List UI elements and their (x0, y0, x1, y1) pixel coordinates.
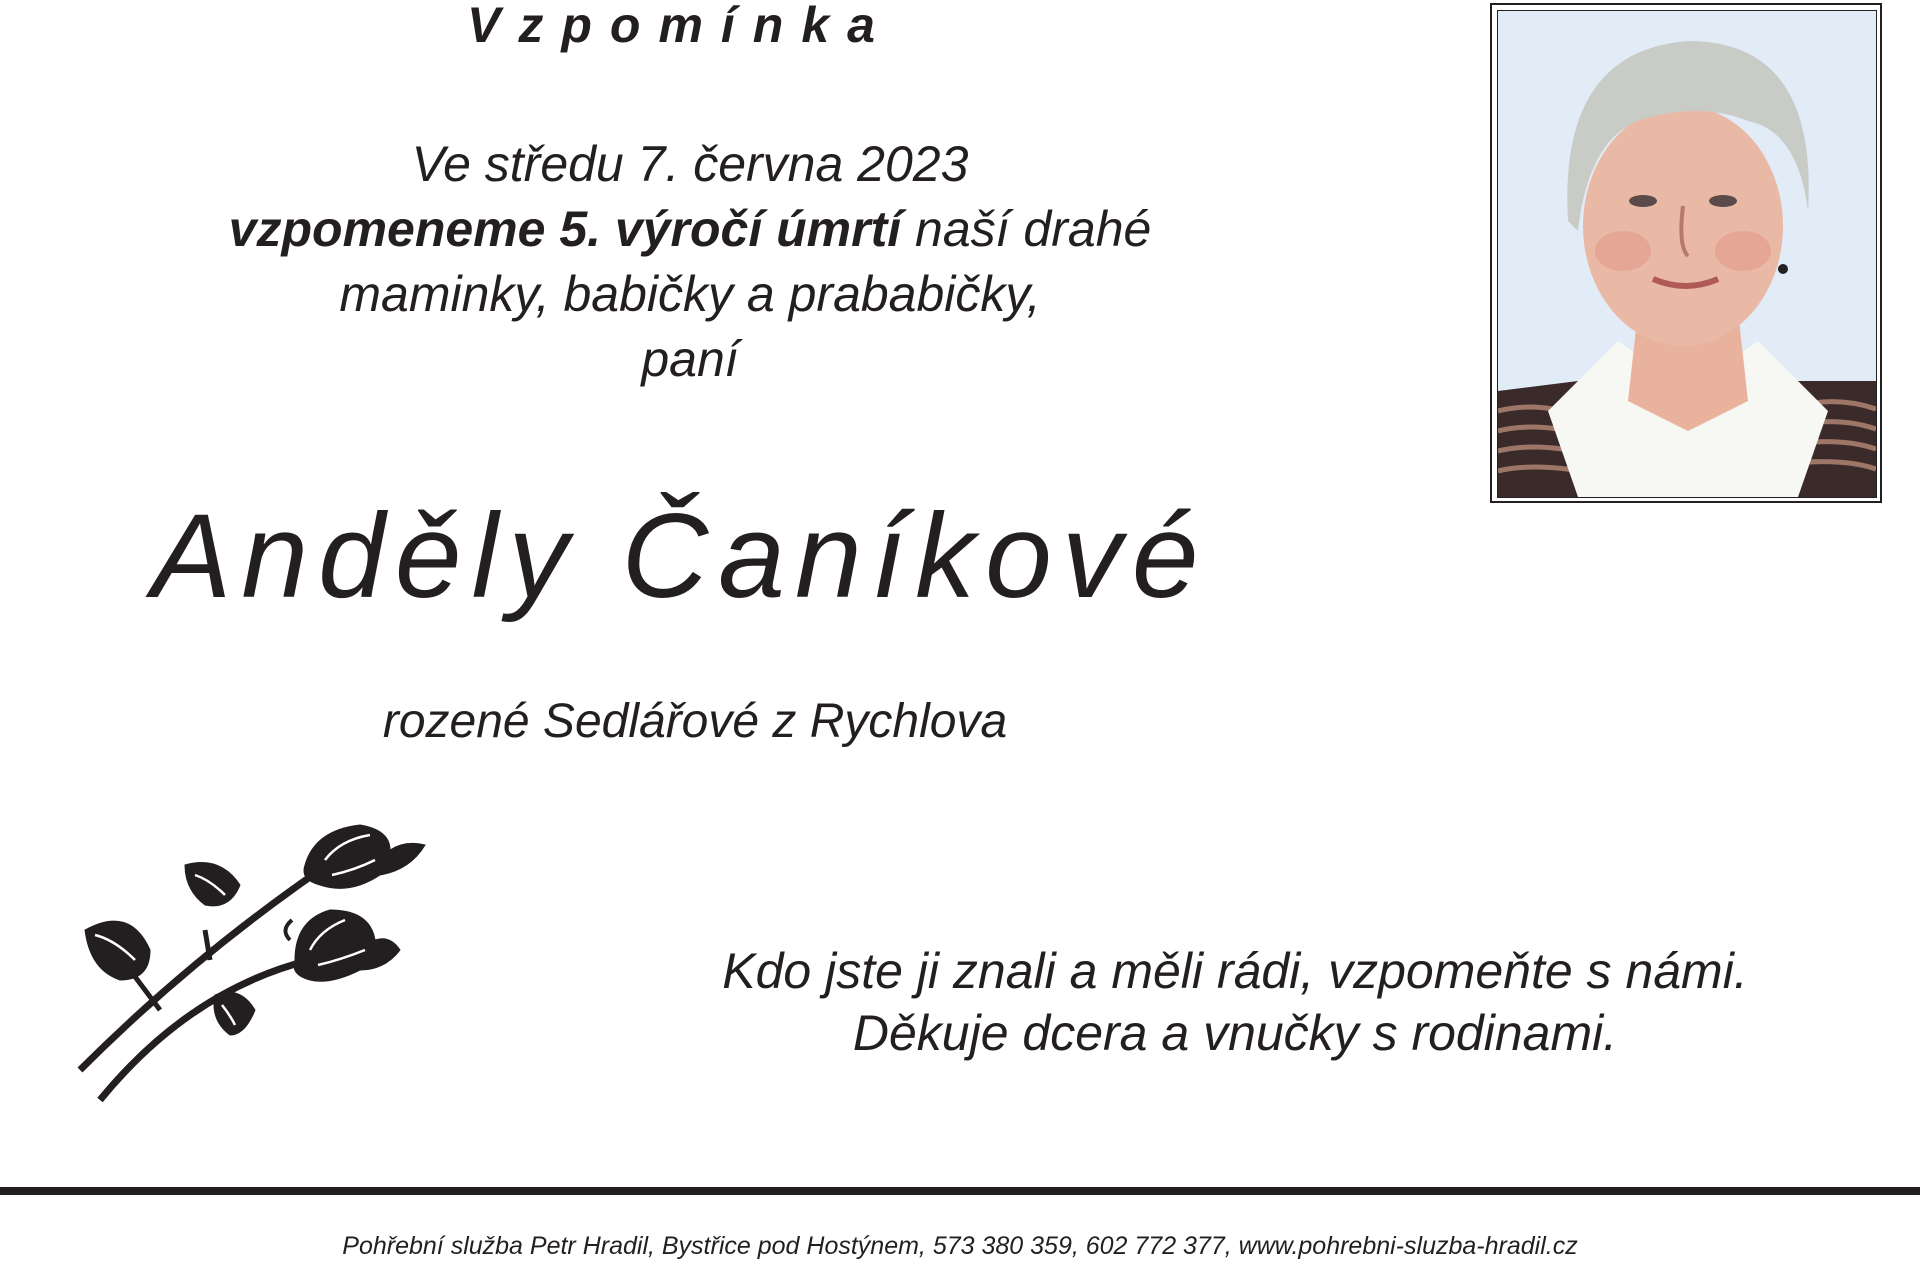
maiden-name: rozené Sedlářové z Rychlova (382, 695, 1008, 748)
footer-divider (0, 1187, 1920, 1195)
portrait-illustration (1498, 11, 1876, 497)
intro-title-line: paní (641, 331, 739, 387)
intro-date-line: Ve středu 7. června 2023 (411, 136, 969, 192)
intro-anniversary-bold: vzpomeneme 5. výročí úmrtí (228, 201, 902, 257)
closing-line-2: Děkuje dcera a vnučky s rodinami. (852, 1005, 1618, 1061)
announcement-intro (60, 132, 1320, 392)
deceased-name: Anděly Čaníkové (151, 489, 1209, 623)
portrait-photo (1497, 10, 1877, 498)
closing-line-1: Kdo jste ji znali a měli rádi, vzpomeňte s námi. (722, 943, 1748, 999)
intro-anniversary-line (60, 197, 1320, 262)
intro-anniversary-rest: naší drahé (901, 201, 1152, 257)
intro-relations-line: maminky, babičky a prababičky, (339, 266, 1041, 322)
closing-message (560, 940, 1910, 1064)
funeral-service-footer: Pohřební služba Petr Hradil, Bystřice pod Hostýnem, 573 380 359, 602 772 377, www.pohrebni-sluzba-hradil.cz (342, 1232, 1578, 1260)
rose-icon (70, 810, 450, 1110)
portrait-photo-frame (1490, 3, 1882, 503)
heading-title: Vzpomínka (467, 0, 893, 53)
